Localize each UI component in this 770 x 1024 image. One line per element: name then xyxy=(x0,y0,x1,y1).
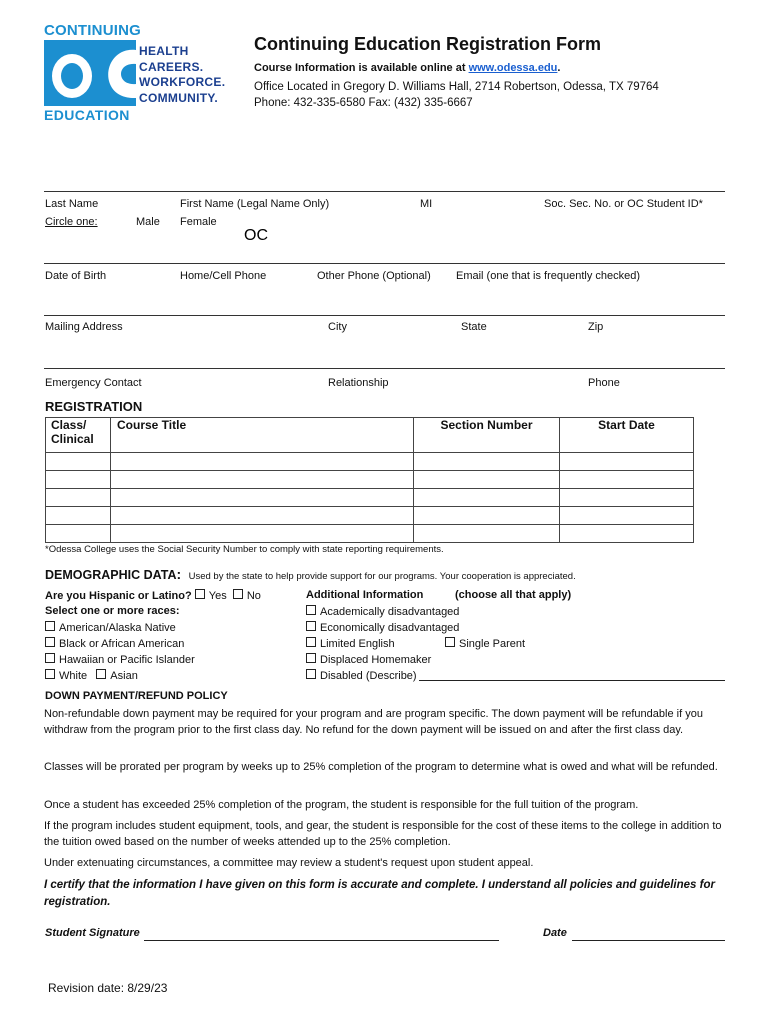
col-class-header xyxy=(46,418,111,453)
checkbox[interactable] xyxy=(306,669,316,679)
no-label: No xyxy=(246,590,261,602)
races-label: Select one or more races: xyxy=(45,605,180,617)
race-label: Black or African American xyxy=(59,638,185,650)
table-cell[interactable] xyxy=(414,489,560,507)
white-checkbox[interactable] xyxy=(45,669,55,679)
table-cell[interactable] xyxy=(560,507,694,525)
table-cell[interactable] xyxy=(560,489,694,507)
other-phone-label: Other Phone (Optional) xyxy=(317,270,431,282)
table-cell[interactable] xyxy=(414,471,560,489)
table-cell[interactable] xyxy=(46,507,111,525)
policy-paragraph-4: If the program includes student equipment, tools, and gear, the student is responsible for the cost of these items to the college in addition to the tuition owed based on the number of weeks attended up to the 25% completion. xyxy=(44,820,722,848)
registration-table xyxy=(45,417,694,543)
office-address: Office Located in Gregory D. Williams Hall, 2714 Robertson, Odessa, TX 79764 xyxy=(254,81,659,93)
no-checkbox[interactable] xyxy=(233,589,243,599)
divider xyxy=(44,315,725,316)
date-line[interactable] xyxy=(572,940,725,941)
registration-heading: REGISTRATION xyxy=(45,399,143,414)
checkbox[interactable] xyxy=(306,605,316,615)
date-label: Date xyxy=(543,927,567,939)
logo-line: WORKFORCE. xyxy=(139,75,226,89)
certify-statement: I certify that the information I have given on this form is accurate and complete. I understand all policies and guidelines for registration. xyxy=(44,879,715,908)
policy-heading: DOWN PAYMENT/REFUND POLICY xyxy=(45,690,228,702)
demographic-colon: : xyxy=(176,566,182,582)
signature-line[interactable] xyxy=(144,940,499,941)
race-option[interactable] xyxy=(45,621,176,634)
col-class-line1: Class/ xyxy=(51,418,87,432)
additional-option[interactable] xyxy=(306,637,395,650)
demographic-header xyxy=(45,566,576,584)
table-cell[interactable] xyxy=(111,453,414,471)
table-cell[interactable] xyxy=(414,453,560,471)
table-cell[interactable] xyxy=(46,525,111,543)
policy-paragraph-3: Once a student has exceeded 25% completion of the program, the student is responsible for the full tuition of the program. xyxy=(44,799,639,811)
demographic-note: Used by the state to help provide support for our programs. Your cooperation is appreciated. xyxy=(188,571,576,582)
hispanic-question xyxy=(45,589,261,602)
table-cell[interactable] xyxy=(111,507,414,525)
table-row xyxy=(46,525,694,543)
divider xyxy=(44,263,725,264)
last-name-label: Last Name xyxy=(45,198,99,210)
table-cell[interactable] xyxy=(560,471,694,489)
race-option-row xyxy=(45,669,138,682)
logo-line: CAREERS. xyxy=(139,59,204,74)
checkbox[interactable] xyxy=(306,621,316,631)
logo-tagline xyxy=(139,44,225,106)
checkbox[interactable] xyxy=(45,637,55,647)
table-row xyxy=(46,453,694,471)
course-info-suffix: . xyxy=(557,62,561,74)
hispanic-label: Are you Hispanic or Latino? xyxy=(45,590,192,602)
option-label: Displaced Homemaker xyxy=(320,654,432,666)
ssn-footnote: *Odessa College uses the Social Security Number to comply with state reporting requirements. xyxy=(45,544,444,555)
table-row xyxy=(46,471,694,489)
emergency-phone-label: Phone xyxy=(588,377,620,389)
email-label: Email (one that is frequently checked) xyxy=(456,270,641,282)
circle-one-label: Circle one: xyxy=(45,216,98,228)
odessa-link[interactable]: www.odessa.edu xyxy=(468,62,558,74)
asian-checkbox[interactable] xyxy=(96,669,106,679)
race-option[interactable] xyxy=(45,637,184,650)
table-row xyxy=(46,489,694,507)
disabled-describe-line[interactable] xyxy=(419,680,725,681)
checkbox[interactable] xyxy=(306,653,316,663)
option-label: Limited English xyxy=(320,638,395,650)
additional-option[interactable] xyxy=(445,637,525,650)
mailing-address-label: Mailing Address xyxy=(45,321,123,333)
table-header-row xyxy=(46,418,694,453)
course-info-prefix: Course Information is available online at xyxy=(254,62,469,74)
option-label: Economically disadvantaged xyxy=(320,622,460,634)
divider xyxy=(44,191,725,192)
option-label: Disabled (Describe) xyxy=(320,670,417,682)
option-label: Single Parent xyxy=(459,638,526,650)
logo-line: COMMUNITY. xyxy=(139,90,218,105)
checkbox[interactable] xyxy=(306,637,316,647)
col-start-header: Start Date xyxy=(560,418,694,453)
first-name-label: First Name (Legal Name Only) xyxy=(180,198,330,210)
demographic-heading: DEMOGRAPHIC DATA xyxy=(45,568,177,582)
table-cell[interactable] xyxy=(111,525,414,543)
table-cell[interactable] xyxy=(46,471,111,489)
table-cell[interactable] xyxy=(414,507,560,525)
yes-checkbox[interactable] xyxy=(195,589,205,599)
page-title: Continuing Education Registration Form xyxy=(254,34,601,54)
policy-paragraph-2: Classes will be prorated per program by weeks up to 25% completion of the program to determine what is owed and what will be refunded. xyxy=(44,761,718,773)
asian-label: Asian xyxy=(110,670,138,682)
col-course-header: Course Title xyxy=(111,418,414,453)
ssn-label: Soc. Sec. No. or OC Student ID* xyxy=(544,198,703,210)
logo-bottom-text: EDUCATION xyxy=(44,107,130,123)
table-cell[interactable] xyxy=(560,453,694,471)
additional-option[interactable] xyxy=(306,605,459,618)
yes-label: Yes xyxy=(208,590,227,602)
checkbox[interactable] xyxy=(45,653,55,663)
table-cell[interactable] xyxy=(111,489,414,507)
logo-line: HEALTH xyxy=(139,44,189,58)
logo-top-text: CONTINUING xyxy=(44,22,141,39)
table-cell[interactable] xyxy=(560,525,694,543)
table-cell[interactable] xyxy=(111,471,414,489)
white-label: White xyxy=(59,670,88,682)
additional-info-label: Additional Information xyxy=(306,589,424,601)
choose-all-label: (choose all that apply) xyxy=(455,589,572,601)
race-label: American/Alaska Native xyxy=(59,622,176,634)
policy-paragraph-1: Non-refundable down payment may be required for your program and are program specific. The down payment will be refundable if you withdraw from the program prior to the first class day. No refund for the down payment will be issued on and after the first class day. xyxy=(44,708,703,736)
table-cell[interactable] xyxy=(46,453,111,471)
table-cell[interactable] xyxy=(46,489,111,507)
dob-label: Date of Birth xyxy=(45,270,107,282)
col-class-line2: Clinical xyxy=(51,432,94,446)
home-phone-label: Home/Cell Phone xyxy=(180,270,267,282)
additional-option[interactable] xyxy=(306,669,417,682)
table-row xyxy=(46,507,694,525)
revision-date: Revision date: 8/29/23 xyxy=(48,981,168,995)
mi-label: MI xyxy=(420,198,433,210)
race-label: Hawaiian or Pacific Islander xyxy=(59,654,195,666)
office-phone: Phone: 432-335-6580 Fax: (432) 335-6667 xyxy=(254,97,473,109)
relationship-label: Relationship xyxy=(328,377,389,389)
course-info-line xyxy=(254,62,560,74)
policy-paragraph-5: Under extenuating circumstances, a committee may review a student's request upon student appeal. xyxy=(44,857,534,869)
divider xyxy=(44,368,725,369)
gender-male-option[interactable]: Male xyxy=(136,216,160,228)
state-label: State xyxy=(461,321,487,333)
city-label: City xyxy=(328,321,347,333)
race-option[interactable] xyxy=(45,653,195,666)
checkbox[interactable] xyxy=(445,637,455,647)
additional-option[interactable] xyxy=(306,653,431,666)
student-signature-label: Student Signature xyxy=(45,927,140,939)
gender-female-option[interactable]: Female xyxy=(180,216,217,228)
table-cell[interactable] xyxy=(414,525,560,543)
zip-label: Zip xyxy=(588,321,604,333)
additional-option[interactable] xyxy=(306,621,459,634)
emergency-contact-label: Emergency Contact xyxy=(45,377,142,389)
col-section-header: Section Number xyxy=(414,418,560,453)
checkbox[interactable] xyxy=(45,621,55,631)
option-label: Academically disadvantaged xyxy=(320,606,460,618)
logo-mark-text: OC xyxy=(244,227,268,244)
